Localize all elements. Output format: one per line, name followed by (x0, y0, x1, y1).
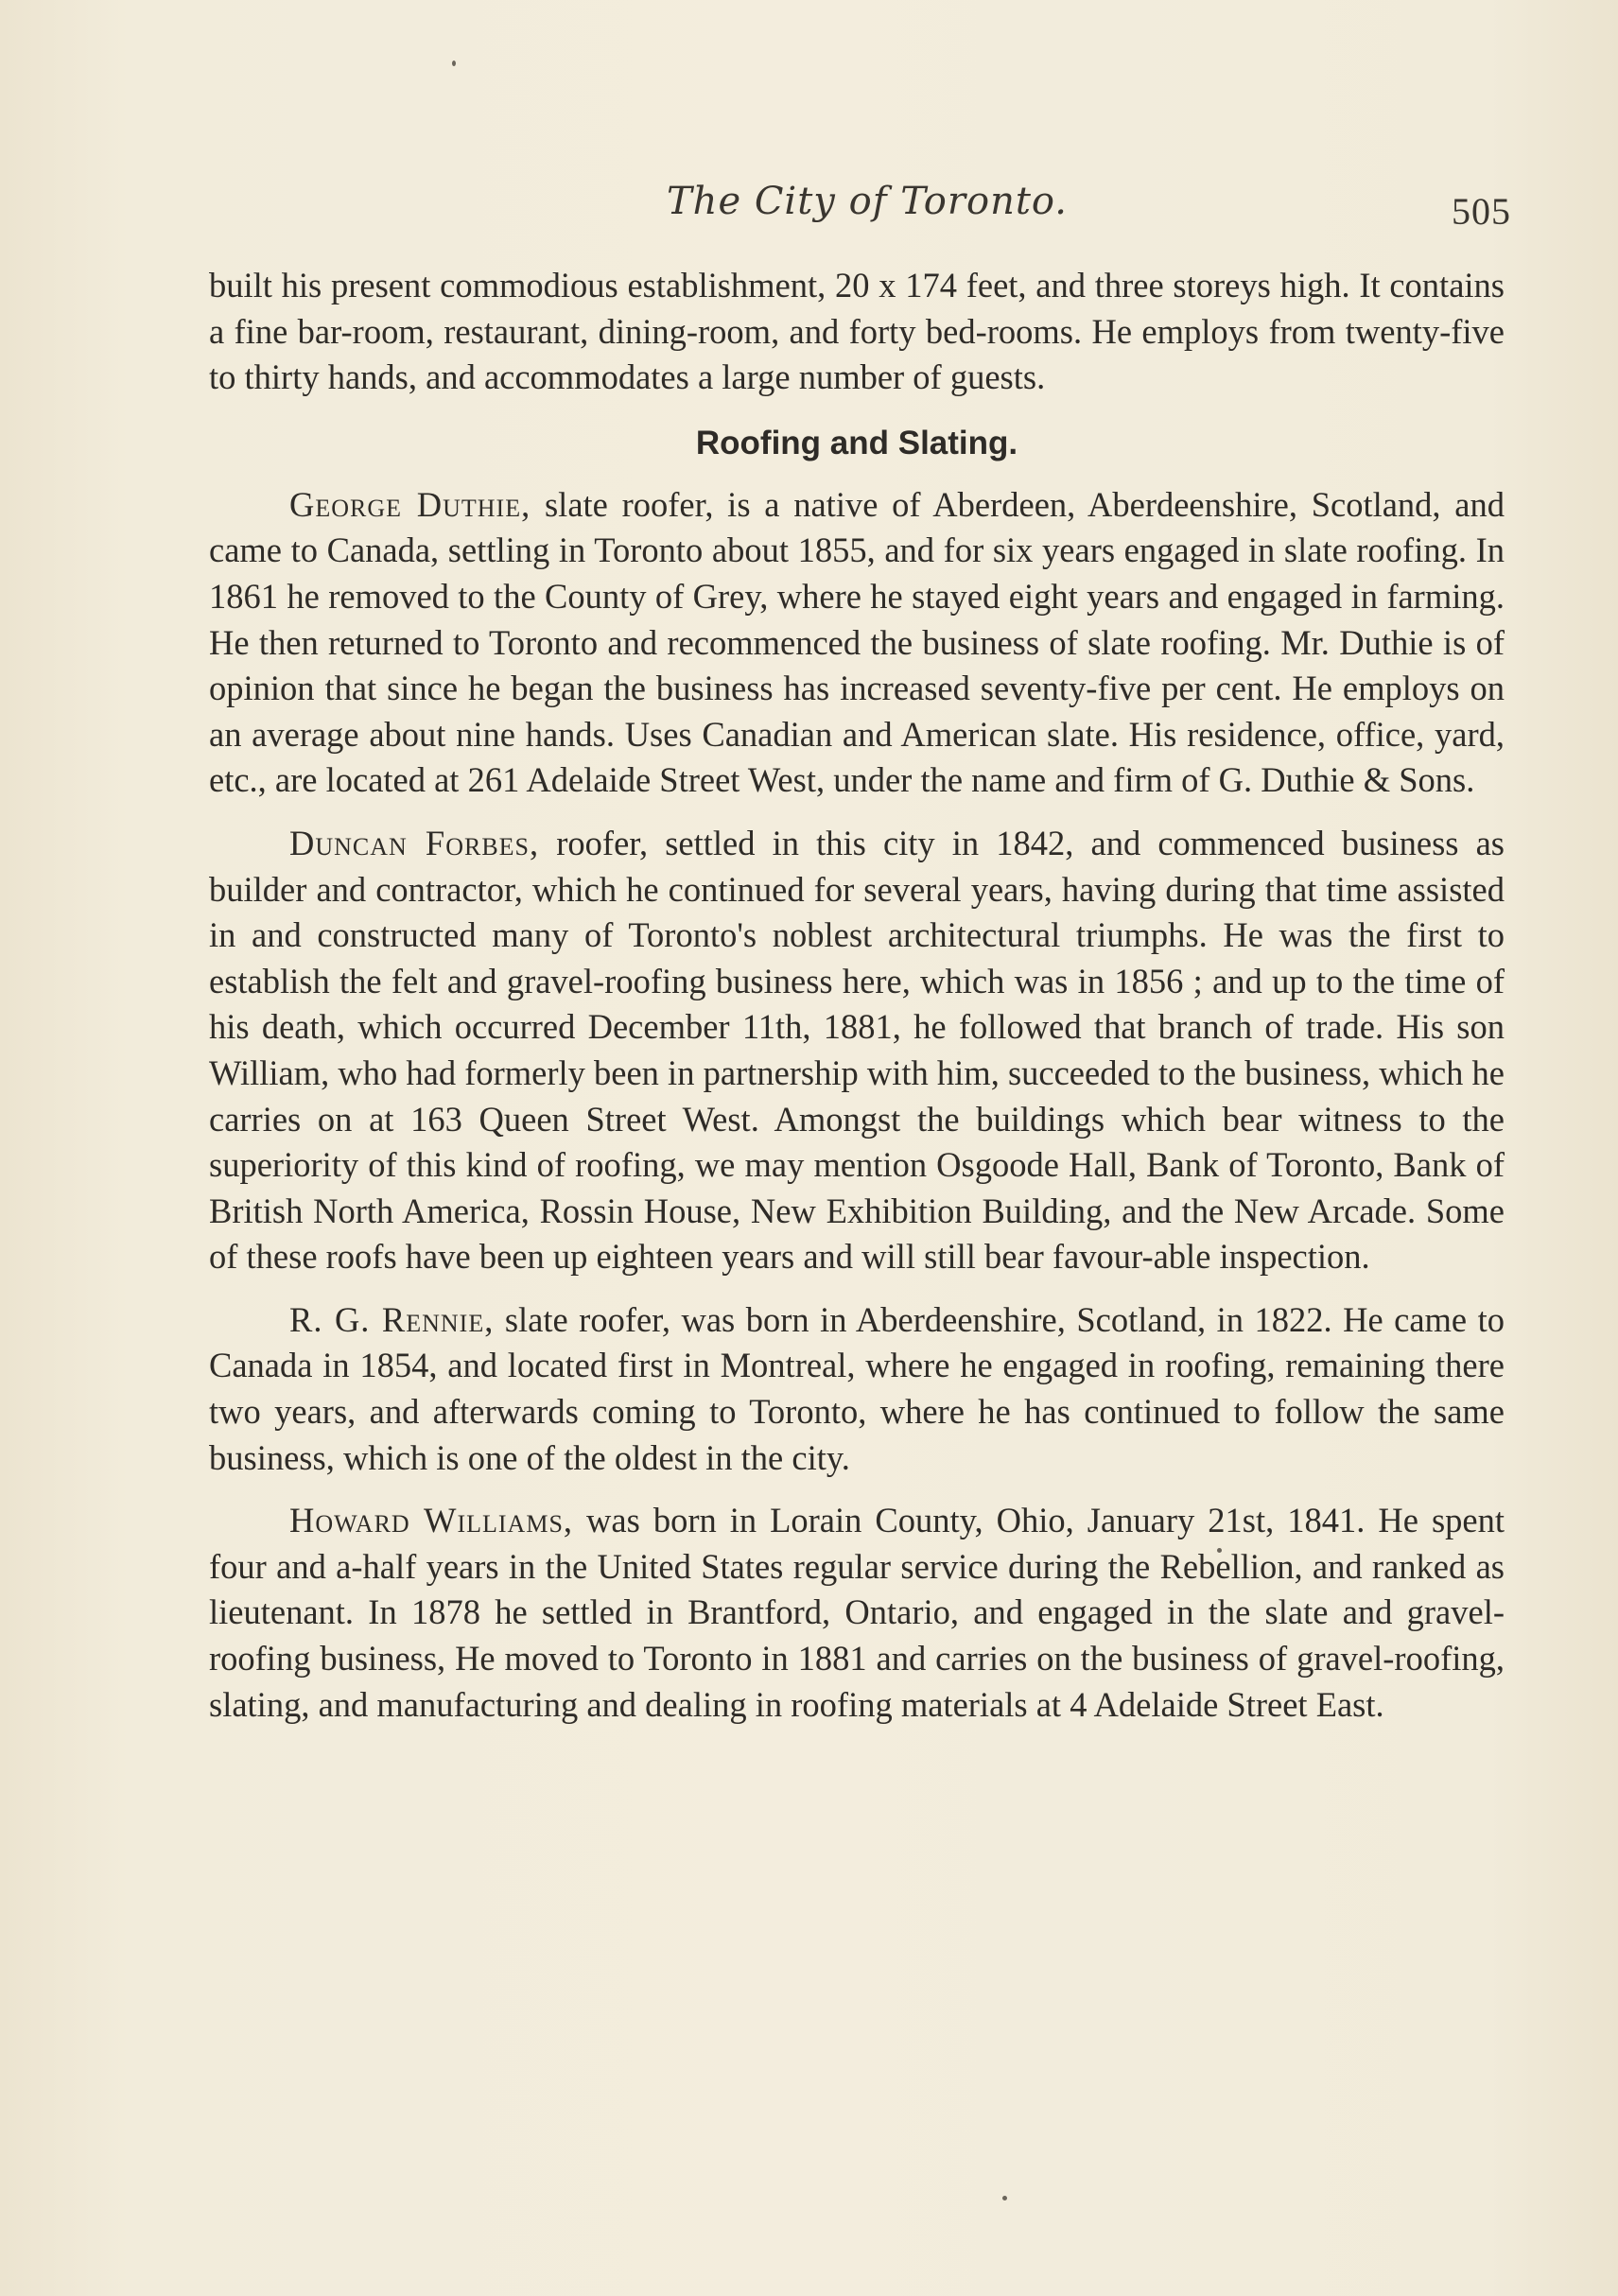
entry-paragraph (209, 482, 1505, 804)
ink-speck (452, 61, 456, 66)
section-heading: Roofing and Slating. (695, 424, 1018, 461)
entry-text: was born in Lorain County, Ohio, January 21st, 1841. He spent four and a-half years in the United States regular service during the Rebellion, and ranked as lieutenant. In 1878 he settled in Brantford, Ontario, and engaged in the slate and gravel-roofing business, He moved to Toronto in 1881 and carries on the business of gravel-roofing, slating, and manufacturing and dealing in roofing materials at 4 Adelaide Street East. (209, 1501, 1505, 1724)
running-head (0, 180, 1618, 246)
entry-paragraph (209, 1297, 1505, 1481)
ink-speck (1002, 2196, 1007, 2200)
entry-paragraph (209, 821, 1505, 1280)
entry-text: slate roofer, is a native of Aberdeen, Aberdeenshire, Scotland, and came to Canada, settling in Toronto about 1855, and for six years engaged in slate roofing. In 1861 he removed to the County of Grey, where he stayed eight years and engaged in farming. He then returned to Toronto and recommenced the business of slate roofing. Mr. Duthie is of opinion that since he began the business has increased seventy-five per cent. He employs on an average about nine hands. Uses Canadian and American slate. His residence, office, yard, etc., are located at 261 Adelaide Street West, under the name and firm of G. Duthie & Sons. (209, 484, 1505, 800)
entry-name: R. G. Rennie, (289, 1299, 495, 1339)
entry-text: roofer, settled in this city in 1842, and commenced business as builder and contractor, which he continued for several years, having during that time assisted in and constructed many of Toronto's noblest architectural triumphs. He was the first to establish the felt and gravel-roofing business here, which was in 1856 ; and up to the time of his death, which occurred December 11th, 1881, he followed that branch of trade. His son William, who had formerly been in partnership with him, succeeded to the business, which he carries on at 163 Queen Street West. Amongst the buildings which bear witness to the superiority of this kind of roofing, we may mention Osgoode Hall, Bank of Toronto, Bank of British North America, Rossin House, New Exhibition Building, and the New Arcade. Some of these roofs have been up eighteen years and will still bear favour-able inspection. (209, 823, 1505, 1277)
entry-name: Duncan Forbes, (289, 823, 540, 862)
entry-name: George Duthie, (289, 484, 531, 524)
entry-paragraph (209, 1498, 1505, 1728)
running-title: The City of Toronto. (667, 180, 1069, 223)
page-number: 505 (1452, 190, 1511, 233)
continuation-paragraph: built his present commodious establishment, 20 x 174 feet, and three storeys high. It contains a fine bar-room, restaurant, dining-room, and forty bed-rooms. He employs from twenty-five to thirty hands, and accommodates a large number of guests. (209, 266, 1505, 397)
entry-name: Howard Williams, (289, 1501, 574, 1540)
entry-text: slate roofer, was born in Aberdeenshire, Scotland, in 1822. He came to Canada in 1854, and located first in Montreal, where he engaged in roofing, remaining there two years, and afterwards coming to Toronto, where he has continued to follow the same business, which is one of the oldest in the city. (209, 1299, 1505, 1477)
body-text (209, 263, 1505, 1745)
